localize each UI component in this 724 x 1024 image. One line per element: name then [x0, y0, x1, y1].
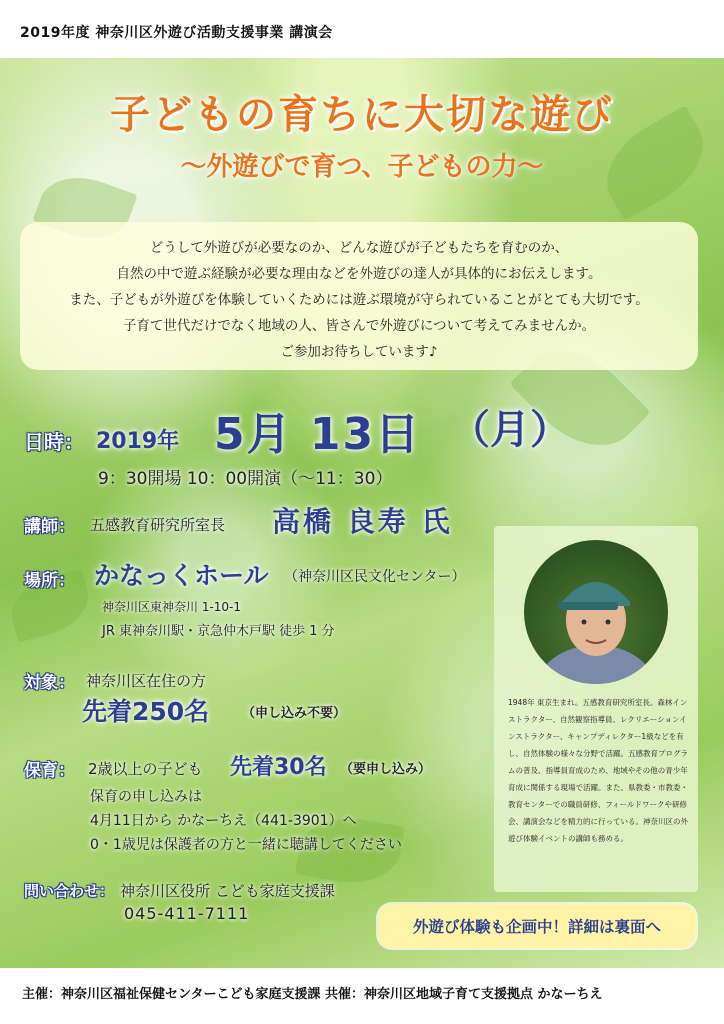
header-text: 2019年度 神奈川区外遊び活動支援事業 講演会: [20, 25, 333, 41]
intro-box: [20, 222, 698, 370]
event-times: 9：30開場 10：00開演（～11：30）: [98, 469, 393, 489]
intro-line: どうして外遊びが必要なのか、どんな遊びが子どもたちを育むのか、: [149, 240, 569, 256]
speaker-profile-box: [494, 526, 698, 892]
childcare-count: 先着30名: [230, 755, 327, 780]
contact-label: 問い合わせ：: [24, 882, 115, 900]
page-subtitle: ～外遊びで育つ、子どもの力～: [180, 152, 544, 182]
intro-line: 子育て世代だけでなく地域の人、皆さんで外遊びについて考えてみませんか。: [122, 318, 596, 334]
target-note: （申し込み不要）: [242, 706, 347, 721]
venue-name: かなっくホール: [94, 561, 269, 590]
header-bar: [0, 0, 724, 58]
target-count: 先着250名: [82, 697, 210, 726]
lecturer-role: 五感教育研究所室長: [90, 516, 226, 534]
speaker-photo: [524, 540, 668, 684]
speaker-bio: 1948年 東京生まれ。五感教育研究所室長。森林インストラクター、自然観察指導員、レクリエーションインストラクター、キャンプディレクター1級などを有し、自然体験の様々な分野で活躍。五感教育プログラムの普及、指導員育成のため、地域やその他の青少年育成に関係する現場で活躍。また、県教委・市教委・教育センターでの職員研修、フィールドワークや研修会、講演会などを精力的に行っている。神奈川区の外遊び体験イベントの講師も務める。: [508, 698, 688, 843]
event-weekday: （月）: [450, 407, 570, 453]
event-date: 5月 13日: [214, 409, 422, 460]
intro-line: また、子どもが外遊びを体験していくためには遊ぶ環境が守られていることがとても大切です。: [69, 292, 649, 308]
footer-text: 主催：神奈川区福祉保健センターこども家庭支援課 共催：神奈川区地域子育て支援拠点 かなーちえ: [22, 987, 603, 1002]
lecturer-label: 講師：: [24, 517, 75, 537]
childcare-line3: 0・1歳児は保護者の方と一緒に聴講してください: [90, 837, 402, 853]
childcare-line1: 保育の申し込みは: [90, 789, 202, 805]
poster-body: [0, 58, 724, 968]
lecturer-name: 高橋 良寿 氏: [272, 505, 453, 538]
venue-label: 場所：: [24, 571, 75, 591]
target-desc: 神奈川区在住の方: [86, 672, 207, 690]
childcare-note: （要申し込み）: [340, 762, 432, 777]
event-year: 2019年: [96, 429, 180, 454]
childcare-label: 保育：: [24, 761, 75, 781]
datetime-label: 日時：: [24, 430, 84, 454]
contact-org: 神奈川区役所 こども家庭支援課: [120, 882, 335, 900]
notice-banner: 外遊び体験も企画中！詳細は裏面へ: [378, 904, 696, 948]
footer: [0, 968, 724, 1024]
childcare-line2: 4月11日から かなーちえ（441-3901）へ: [90, 813, 357, 829]
intro-line: 自然の中で遊ぶ経験が必要な理由などを外遊びの達人が具体的にお伝えします。: [116, 266, 602, 282]
venue-address: 神奈川区東神奈川 1-10-1: [102, 600, 242, 614]
venue-access: JR 東神奈川駅・京急仲木戸駅 徒歩 1 分: [102, 624, 335, 639]
target-label: 対象：: [24, 673, 75, 693]
contact-phone: 045-411-7111: [124, 904, 250, 923]
intro-line: ご参加お待ちしています♪: [280, 344, 438, 360]
page-title: 子どもの育ちに大切な遊び: [110, 92, 614, 138]
venue-sub: （神奈川区民文化センター）: [284, 569, 466, 585]
childcare-age: 2歳以上の子ども: [88, 760, 203, 778]
